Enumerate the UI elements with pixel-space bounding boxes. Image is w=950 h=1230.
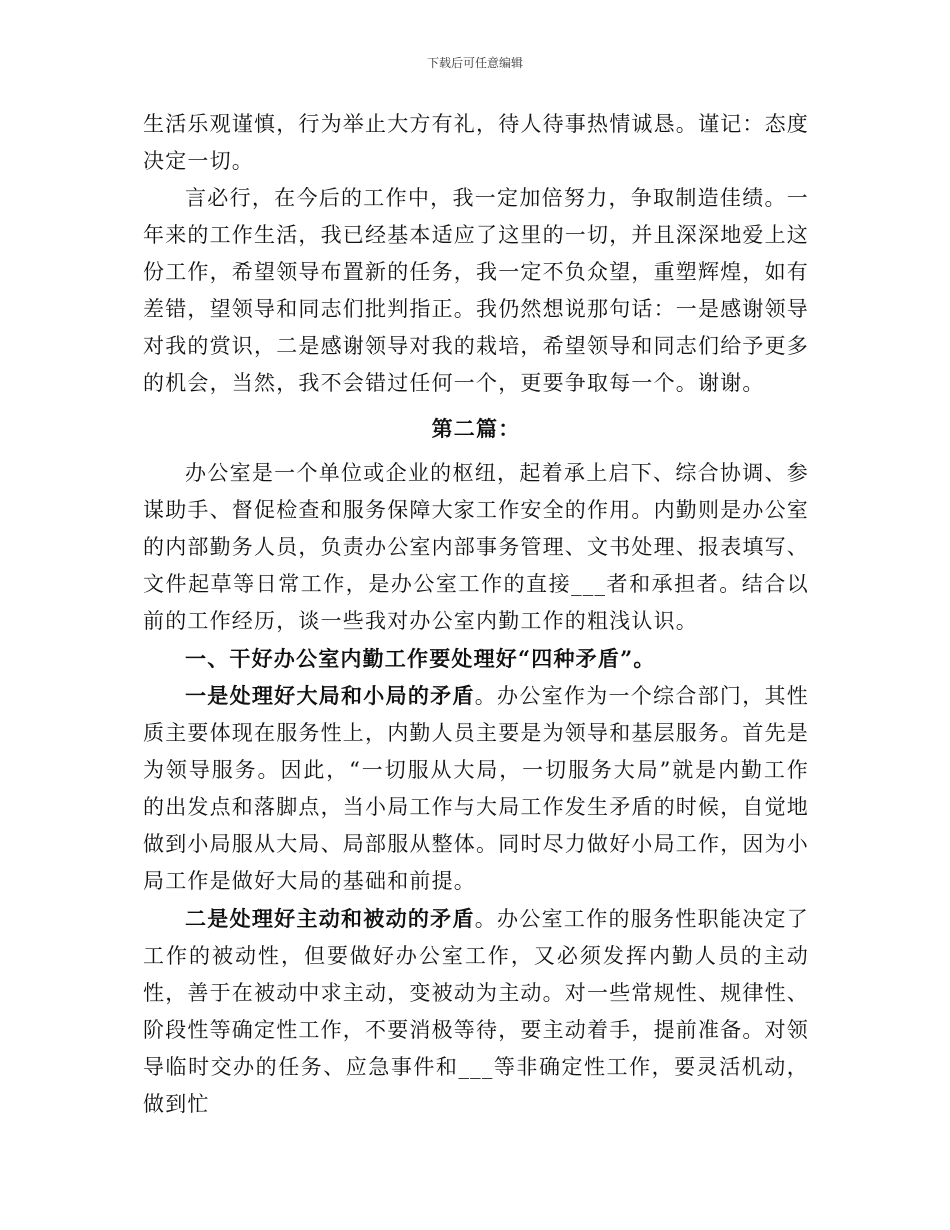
- paragraph-3: 办公室是一个单位或企业的枢纽，起着承上启下、综合协调、参谋助手、督促检查和服务保障大家工作安全的作用。内勤则是办公室的内部勤务人员，负责办公室内部事务管理、文书处理、报表填写、文件起草等日常工作，是办公室工作的直接___者和承担者。结合以前的工作经历，谈一些我对办公室内勤工作的粗浅认识。: [143, 461, 809, 633]
- paragraph-2: 言必行，在今后的工作中，我一定加倍努力，争取制造佳绩。一年来的工作生活，我已经基本适应了这里的一切，并且深深地爱上这份工作，希望领导布置新的任务，我一定不负众望，重塑辉煌，如有差错，望领导和同志们批判指正。我仍然想说那句话：一是感谢领导对我的赏识，二是感谢领导对我的栽培，希望领导和同志们给予更多的机会，当然，我不会错过任何一个，更要争取每一个。谢谢。: [143, 186, 809, 395]
- section-heading-1: 一、干好办公室内勤工作要处理好“四种矛盾”。: [185, 646, 656, 671]
- paragraph-1: 生活乐观谨慎，行为举止大方有礼，待人待事热情诚恳。谨记：态度决定一切。: [143, 112, 809, 173]
- paragraph-4-lead: 一是处理好大局和小局的矛盾: [185, 683, 475, 708]
- paragraph-4: [143, 677, 809, 900]
- page-header: 下载后可任意编辑: [426, 56, 523, 70]
- document-body: [143, 106, 809, 1123]
- paragraph-4-text: 。办公室作为一个综合部门，其性质主要体现在服务性上，内勤人员主要是为领导和基层服务。首先是为领导服务。因此，“一切服从大局，一切服务大局”就是内勤工作的出发点和落脚点，当小局工作与大局工作发生矛盾的时候，自觉地做到小局服从大局、局部服从整体。同时尽力做好小局工作，因为小局工作是做好大局的基础和前提。: [143, 684, 809, 893]
- paragraph-5-text: 。办公室工作的服务性职能决定了工作的被动性，但要做好办公室工作，又必须发挥内勤人员的主动性，善于在被动中求主动，变被动为主动。对一些常规性、规律性、阶段性等确定性工作，不要消极等待，要主动着手，提前准备。对领导临时交办的任务、应急事件和___等非确定性工作，要灵活机动，做到忙: [143, 907, 809, 1116]
- paragraph-5: [143, 900, 809, 1123]
- section-title: 第二篇：: [431, 416, 521, 441]
- paragraph-5-lead: 二是处理好主动和被动的矛盾: [185, 906, 475, 931]
